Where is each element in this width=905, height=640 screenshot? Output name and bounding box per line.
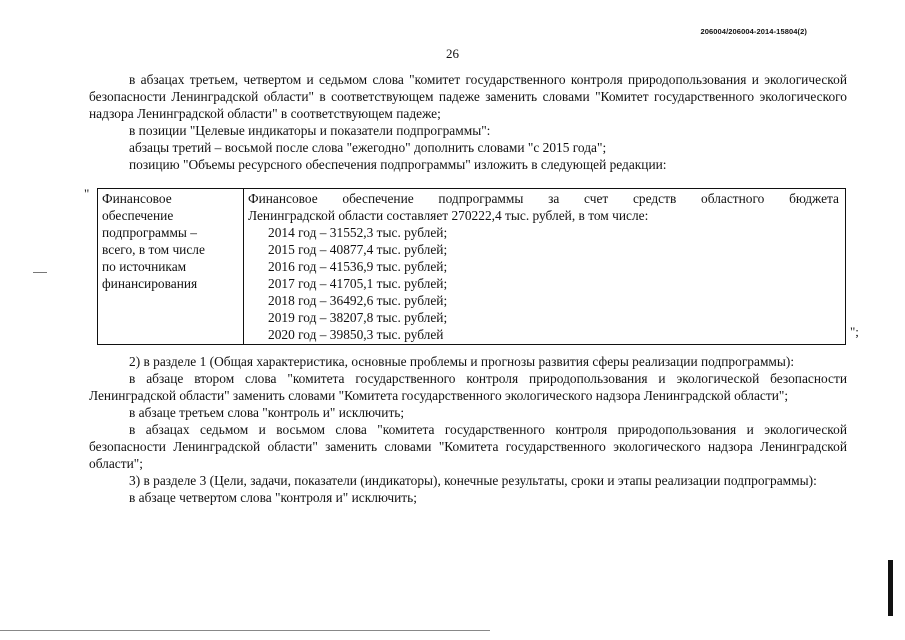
- financing-table: [97, 188, 846, 345]
- year-amount-line: 2014 год – 31552,3 тыс. рублей;: [268, 225, 448, 240]
- table-close-quote: ";: [850, 324, 859, 339]
- margin-mark: [33, 272, 47, 273]
- table-row: [98, 189, 846, 345]
- year-amount-line: 2019 год – 38207,8 тыс. рублей;: [268, 310, 448, 325]
- scan-edge-mark: [888, 560, 893, 616]
- year-amount-line: 2018 год – 36492,6 тыс. рублей;: [268, 293, 448, 308]
- paragraph-abzac-chetvertyi: в абзаце четвертом слова "контроля и" исключить;: [129, 490, 417, 505]
- financing-value-cell: [244, 189, 846, 345]
- financing-label-cell: [98, 189, 244, 345]
- document-id: 206004/206004-2014-15804(2): [700, 27, 807, 36]
- paragraph-razdel-3: 3) в разделе 3 (Цели, задачи, показатели (индикаторы), конечные результаты, сроки и этапы реализации подпрограммы):: [129, 473, 817, 488]
- paragraph-abzacy-dopolnit: абзацы третий – восьмой после слова "ежегодно" дополнить словами "с 2015 года";: [129, 140, 607, 155]
- year-amount-line: 2017 год – 41705,1 тыс. рублей;: [268, 276, 448, 291]
- label-line: всего, в том числе: [102, 242, 205, 257]
- paragraph-poziciya-obemy: позицию "Объемы ресурсного обеспечения подпрограммы" изложить в следующей редакции:: [129, 157, 667, 172]
- paragraph-abzac-tretii: в абзаце третьем слова "контроль и" исключить;: [129, 405, 405, 420]
- footer-rule: [0, 630, 490, 631]
- paragraph-razdel-1: 2) в разделе 1 (Общая характеристика, основные проблемы и прогнозы развития сферы реализации подпрограммы):: [129, 354, 795, 369]
- label-line: подпрограммы –: [102, 225, 197, 240]
- paragraph-abzacy-sedmoi-vosmoi: в абзацах седьмом и восьмом слова "комитета государственного контроля природопользования и экологической безопасности Ленинградской области" заменить словами "Комитета государственного экологического надзора Ленинградской области";: [89, 422, 847, 471]
- year-amount-line: 2015 год – 40877,4 тыс. рублей;: [268, 242, 448, 257]
- table-open-quote: ": [84, 186, 90, 201]
- year-amount-line: 2016 год – 41536,9 тыс. рублей;: [268, 259, 448, 274]
- financing-intro-line: Финансовое обеспечение подпрограммы за счет средств областного бюджета: [248, 191, 839, 206]
- top-text-block: [89, 71, 847, 173]
- label-line: обеспечение: [102, 208, 174, 223]
- year-amount-line: 2020 год – 39850,3 тыс. рублей: [268, 327, 444, 342]
- label-line: Финансовое: [102, 191, 172, 206]
- financing-intro-line: Ленинградской области составляет 270222,4 тыс. рублей, в том числе:: [248, 208, 649, 223]
- paragraph-abzac-vtoroi: в абзаце втором слова "комитета государственного контроля природопользования и экологической безопасности Ленинградской области" заменить словами "Комитета государственного экологического надзора Ленинградской области";: [89, 371, 847, 403]
- label-line: по источникам: [102, 259, 187, 274]
- paragraph-poziciya-indikatory: в позиции "Целевые индикаторы и показатели подпрограммы":: [129, 123, 491, 138]
- page-number: 26: [446, 46, 459, 61]
- paragraph-abzacy-zamena: в абзацах третьем, четвертом и седьмом слова "комитет государственного контроля природопользования и экологической безопасности Ленинградской области" в соответствующем падеже заменить словами "Комитет государственного экологического надзора Ленинградской области" в соответствующем падеже;: [89, 72, 847, 121]
- label-line: финансирования: [102, 276, 198, 291]
- bottom-text-block: [89, 353, 847, 506]
